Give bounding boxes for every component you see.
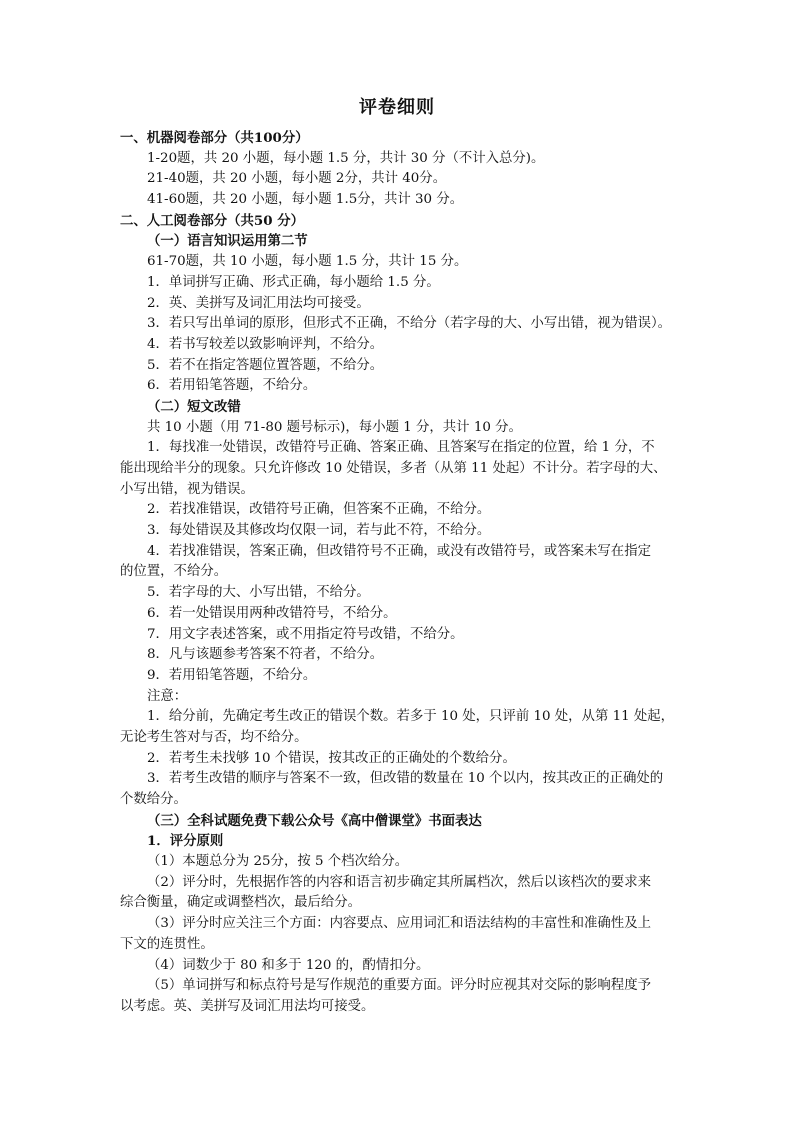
list-item: 3．每处错误及其修改均仅限一词，若与此不符，不给分。 <box>147 523 491 539</box>
text-line-continuation: 以考虑。英、美拼写及词汇用法均可接受。 <box>120 998 375 1014</box>
subsection-heading-language: （一）语言知识运用第二节 <box>147 233 308 250</box>
list-item: 1．单词拼写正确、形式正确，每小题给 1.5 分。 <box>147 274 440 290</box>
text-line-continuation: 下文的连贯性。 <box>120 936 214 952</box>
section-heading-manual: 二、人工阅卷部分（共50 分） <box>120 212 304 229</box>
text-line: 21-40题，共 20 小题，每小题 2分，共计 40分。 <box>147 171 447 187</box>
subsection-heading-writing: （三）全科试题免费下载公众号《高中僧课堂》书面表达 <box>147 812 482 829</box>
list-item: 1．每找准一处错误，改错符号正确、答案正确、且答案写在指定的位置，给 1 分，不 <box>147 440 655 456</box>
text-line: 61-70题，共 10 小题，每小题 1.5 分，共计 15 分。 <box>147 254 468 270</box>
text-line-continuation: 的位置，不给分。 <box>120 564 228 580</box>
text-line-continuation: 综合衡量，确定或调整档次，最后给分。 <box>120 895 362 911</box>
list-item: 2．若考生未找够 10 个错误，按其改正的正确处的个数给分。 <box>147 750 516 766</box>
list-item: 9．若用铅笔答题，不给分。 <box>147 667 317 683</box>
text-line-continuation: 个数给分。 <box>120 792 187 807</box>
list-item: 5．若不在指定答题位置答题，不给分。 <box>147 357 384 373</box>
list-item: （1）本题总分为 25分，按 5 个档次给分。 <box>147 854 409 870</box>
list-item: 5．若字母的大、小写出错，不给分。 <box>147 585 370 601</box>
scoring-principle-heading: 1．评分原则 <box>147 833 224 850</box>
text-line-continuation: 无论考生答对与否，均不给分。 <box>120 729 308 745</box>
list-item: 6．若一处错误用两种改错符号，不给分。 <box>147 605 397 621</box>
page-title: 评卷细则 <box>359 97 435 118</box>
list-item: 4．若找准错误，答案正确，但改错符号不正确，或没有改错符号，或答案未写在指定 <box>147 543 651 559</box>
list-item: （4）词数少于 80 和多于 120 的，酌情扣分。 <box>147 957 430 973</box>
list-item: 2．英、美拼写及词汇用法均可接受。 <box>147 295 370 311</box>
text-line: 1-20题，共 20 小题，每小题 1.5 分，共计 30 分（不计入总分)。 <box>147 150 545 166</box>
text-line-continuation: 能出现给半分的现象。只允许修改 10 处错误，多者（从第 11 处起）不计分。若字母的大、 <box>120 461 667 476</box>
list-item: 6．若用铅笔答题，不给分。 <box>147 378 317 394</box>
list-item: 2．若找准错误，改错符号正确，但答案不正确，不给分。 <box>147 502 491 518</box>
list-item: 4．若书写较差以致影响评判，不给分。 <box>147 336 384 352</box>
list-item: 7．用文字表述答案，或不用指定符号改错，不给分。 <box>147 626 464 642</box>
text-line: 共 10 小题（用 71-80 题号标示)，每小题 1 分，共计 10 分。 <box>147 419 522 435</box>
list-item: 3．若只写出单词的原形，但形式不正确，不给分（若字母的大、小写出错，视为错误）。 <box>147 316 672 332</box>
text-line: 41-60题，共 20 小题，每小题 1.5分，共计 30 分。 <box>147 192 464 208</box>
list-item: 1．给分前，先确定考生改正的错误个数。若多于 10 处，只评前 10 处，从第 11 处起， <box>147 709 675 725</box>
list-item: （3）评分时应关注三个方面：内容要点、应用词汇和语法结构的丰富性和准确性及上 <box>147 916 651 932</box>
subsection-heading-correction: （二）短文改错 <box>147 398 241 415</box>
list-item: （5）单词拼写和标点符号是写作规范的重要方面。评分时应视其对交际的影响程度予 <box>147 978 651 994</box>
list-item: 3．若考生改错的顺序与答案不一致，但改错的数量在 10 个以内，按其改正的正确处的 <box>147 771 664 787</box>
section-heading-machine: 一、机器阅卷部分（共100分） <box>120 130 309 146</box>
note-label: 注意： <box>147 688 188 704</box>
list-item: 8．凡与该题参考答案不符者，不给分。 <box>147 647 384 663</box>
list-item: （2）评分时，先根据作答的内容和语言初步确定其所属档次，然后以该档次的要求来 <box>147 874 651 890</box>
document-body <box>0 128 794 1018</box>
text-line-continuation: 小写出错，视为错误。 <box>120 481 254 497</box>
